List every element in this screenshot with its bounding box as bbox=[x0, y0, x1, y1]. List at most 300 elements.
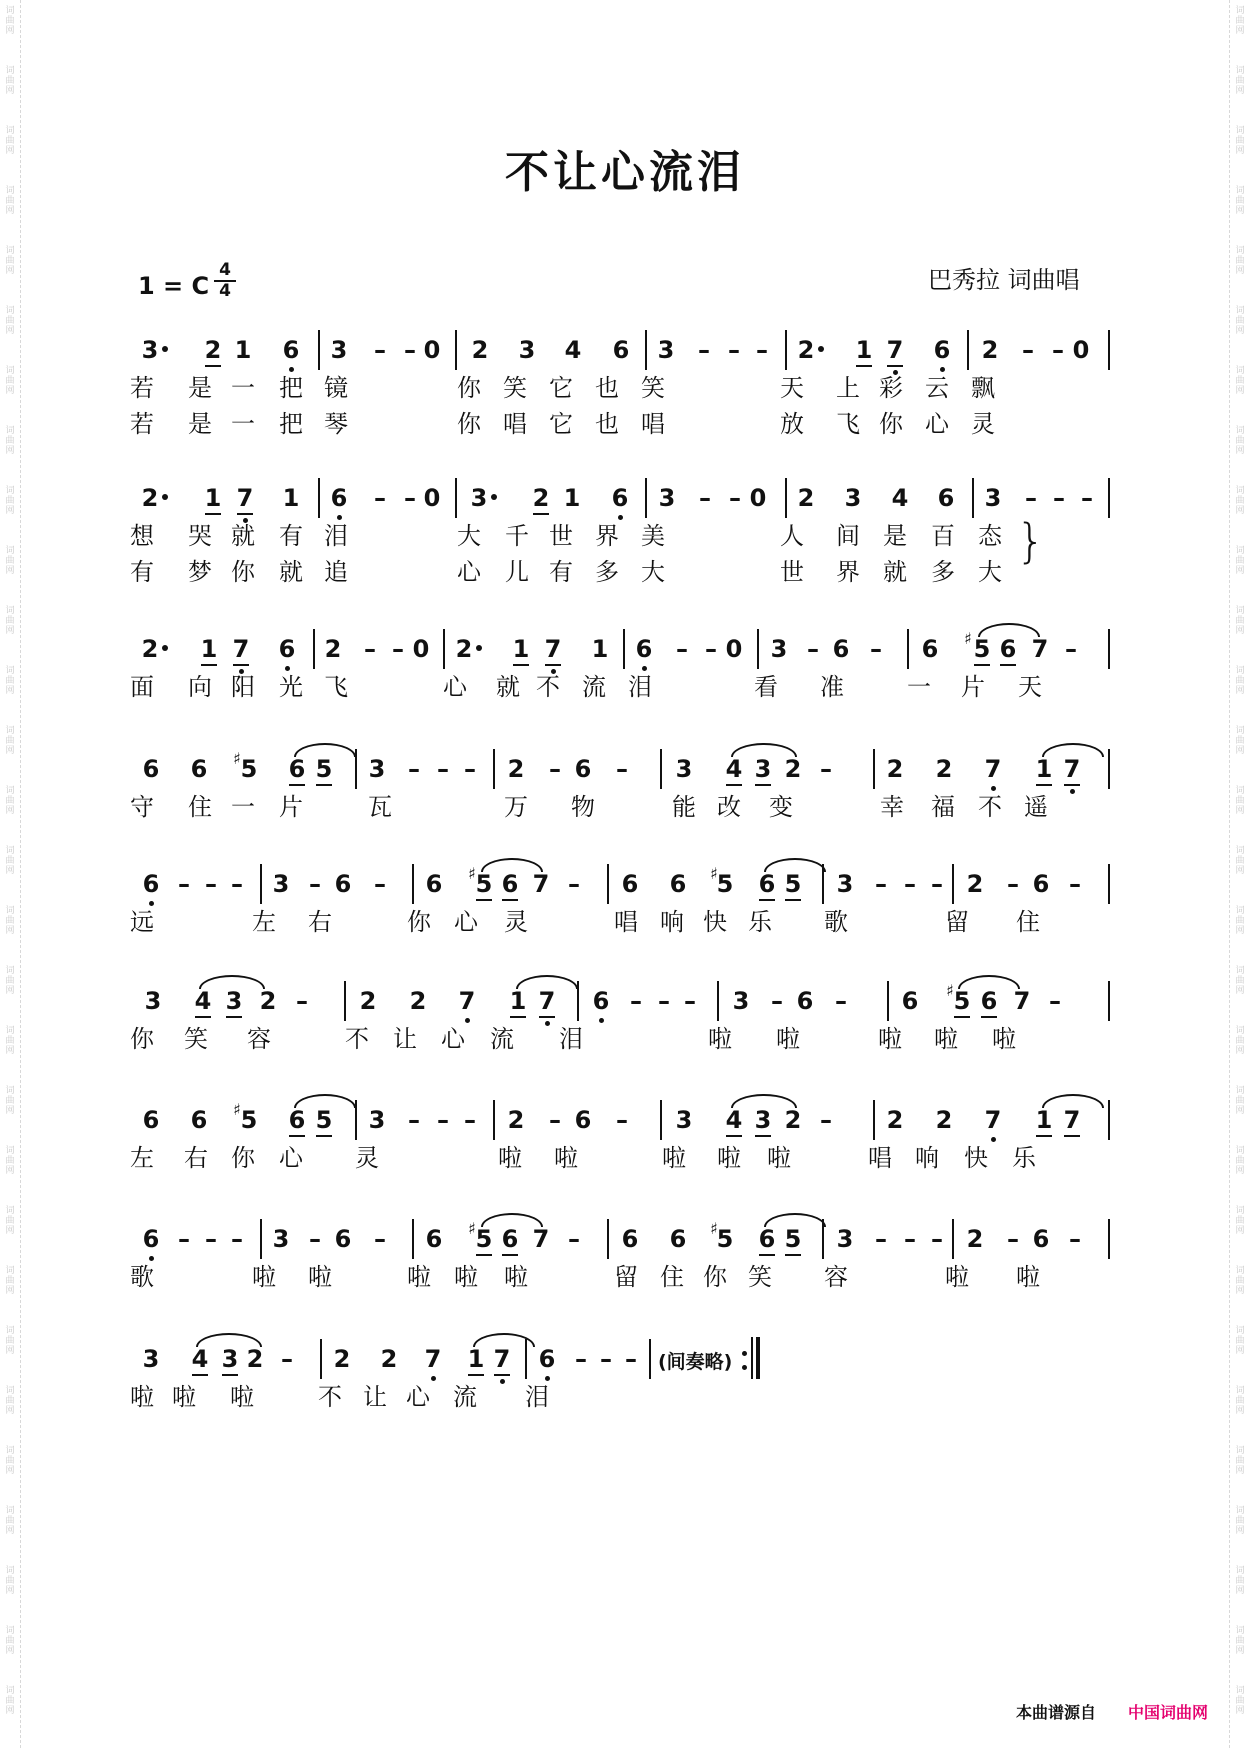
sustain-dash: – bbox=[625, 1345, 637, 1373]
note: 7 bbox=[532, 870, 550, 898]
lyric-character: 心 bbox=[443, 673, 467, 701]
edge-watermark: 词 曲 网 bbox=[5, 246, 15, 276]
edge-watermark: 词 曲 网 bbox=[1235, 906, 1245, 936]
slur-arc bbox=[1042, 743, 1104, 757]
lyric-character: 远 bbox=[130, 908, 154, 936]
sustain-dash: – bbox=[1081, 484, 1093, 512]
lyric-character: 想 bbox=[130, 522, 154, 550]
bar-line bbox=[967, 330, 969, 370]
edge-watermark: 词 曲 网 bbox=[5, 1626, 15, 1656]
eighth-underline bbox=[785, 899, 801, 901]
note: 7 bbox=[1013, 987, 1031, 1015]
eighth-underline bbox=[494, 1374, 510, 1376]
sustain-dash: – bbox=[178, 1225, 190, 1253]
time-signature-bottom: 4 bbox=[219, 281, 231, 301]
bar-line bbox=[1108, 749, 1110, 789]
note: 3 bbox=[368, 1106, 386, 1134]
note: 3 bbox=[657, 336, 675, 364]
lyric-character: 心 bbox=[454, 908, 478, 936]
eighth-underline bbox=[222, 1374, 238, 1376]
note: 7 bbox=[232, 635, 250, 663]
lyric-character: 也 bbox=[595, 374, 619, 402]
lyric-character: 一 bbox=[231, 410, 255, 438]
sustain-dash: – bbox=[231, 870, 243, 898]
note: 2 bbox=[886, 755, 904, 783]
sustain-dash: – bbox=[296, 987, 308, 1015]
edge-watermark: 词 曲 网 bbox=[5, 1506, 15, 1536]
footer-site-link[interactable]: 中国词曲网 bbox=[1128, 1703, 1209, 1722]
note: 7 bbox=[424, 1345, 442, 1373]
key-signature: 1 = C bbox=[138, 272, 210, 300]
note: 2 bbox=[981, 336, 999, 364]
sustain-dash: – bbox=[549, 755, 561, 783]
eighth-underline bbox=[205, 365, 221, 367]
note: 6 bbox=[190, 1106, 208, 1134]
note: 7 bbox=[532, 1225, 550, 1253]
lyric-character: 大 bbox=[978, 558, 1002, 586]
edge-watermark: 词 曲 网 bbox=[5, 786, 15, 816]
note: 6 bbox=[501, 1225, 519, 1253]
note: 6 bbox=[796, 987, 814, 1015]
lyric-character: 啦 bbox=[230, 1383, 254, 1411]
note: 3 bbox=[470, 484, 488, 512]
bar-line bbox=[318, 478, 320, 518]
slur-arc bbox=[1042, 1094, 1104, 1108]
sustain-dash: – bbox=[1007, 870, 1019, 898]
lyric-character: 镜 bbox=[324, 374, 348, 402]
note: 1 bbox=[204, 484, 222, 512]
edge-watermark: 词 曲 网 bbox=[1235, 1326, 1245, 1356]
bar-line bbox=[751, 1337, 753, 1379]
slur-arc bbox=[196, 1333, 262, 1347]
edge-watermark: 词 曲 网 bbox=[1235, 1566, 1245, 1596]
sharp-accidental: ♯ bbox=[468, 1219, 476, 1238]
footer-source-label: 本曲谱源自 bbox=[1016, 1703, 1097, 1722]
sustain-dash: – bbox=[205, 1225, 217, 1253]
lyric-character: 多 bbox=[595, 558, 619, 586]
sustain-dash: – bbox=[568, 1225, 580, 1253]
note: 3 bbox=[732, 987, 750, 1015]
sustain-dash: – bbox=[1049, 987, 1061, 1015]
edge-watermark: 词 曲 网 bbox=[5, 666, 15, 696]
note: 0 bbox=[423, 484, 441, 512]
bar-line bbox=[493, 1100, 495, 1140]
lyric-character: 啦 bbox=[554, 1144, 578, 1172]
lyric-character: 不 bbox=[536, 673, 560, 701]
repeat-dot bbox=[742, 1365, 747, 1370]
bar-line bbox=[455, 330, 457, 370]
edge-watermark: 词 曲 网 bbox=[1235, 1446, 1245, 1476]
edge-watermark: 词 曲 网 bbox=[5, 906, 15, 936]
lyric-character: 心 bbox=[925, 410, 949, 438]
low-octave-dot bbox=[599, 1018, 604, 1023]
lyric-character: 一 bbox=[231, 793, 255, 821]
augmentation-dot bbox=[491, 494, 497, 500]
sustain-dash: – bbox=[904, 1225, 916, 1253]
lyric-character: 百 bbox=[931, 522, 955, 550]
lyric-character: 唱 bbox=[503, 410, 527, 438]
edge-watermark: 词 曲 网 bbox=[5, 366, 15, 396]
lyric-character: 也 bbox=[595, 410, 619, 438]
sustain-dash: – bbox=[616, 1106, 628, 1134]
lyric-character: 大 bbox=[457, 522, 481, 550]
sustain-dash: – bbox=[464, 755, 476, 783]
note: 3 bbox=[675, 1106, 693, 1134]
lyric-character: 啦 bbox=[717, 1144, 741, 1172]
note: 6 bbox=[980, 987, 998, 1015]
note: 7 bbox=[544, 635, 562, 663]
lyric-character: 就 bbox=[231, 522, 255, 550]
note: 6 bbox=[621, 1225, 639, 1253]
note: 3 bbox=[518, 336, 536, 364]
sharp-accidental: ♯ bbox=[946, 981, 954, 1000]
time-signature bbox=[214, 262, 236, 300]
note: 6 bbox=[142, 1106, 160, 1134]
eighth-underline bbox=[201, 664, 217, 666]
note: 2 bbox=[359, 987, 377, 1015]
eighth-underline bbox=[981, 1016, 997, 1018]
lyric-character: 你 bbox=[703, 1263, 727, 1291]
lyric-character: 心 bbox=[406, 1383, 430, 1411]
note: 3 bbox=[984, 484, 1002, 512]
slur-arc bbox=[731, 743, 797, 757]
sustain-dash: – bbox=[568, 870, 580, 898]
lyric-character: 不 bbox=[345, 1025, 369, 1053]
lyric-character: 云 bbox=[925, 374, 949, 402]
bar-line bbox=[873, 749, 875, 789]
lyric-character: 住 bbox=[1016, 908, 1040, 936]
eighth-underline bbox=[316, 784, 332, 786]
lyric-character: 梦 bbox=[188, 558, 212, 586]
eighth-underline bbox=[1064, 784, 1080, 786]
note: 6 bbox=[937, 484, 955, 512]
edge-watermark: 词 曲 网 bbox=[5, 426, 15, 456]
note: 1 bbox=[234, 336, 252, 364]
note: 2 bbox=[409, 987, 427, 1015]
slur-arc bbox=[481, 858, 543, 872]
low-octave-dot bbox=[285, 666, 290, 671]
repeat-brace: } bbox=[1016, 514, 1046, 568]
lyric-character: 若 bbox=[130, 410, 154, 438]
sustain-dash: – bbox=[374, 870, 386, 898]
bar-line bbox=[645, 330, 647, 370]
eighth-underline bbox=[502, 1254, 518, 1256]
eighth-underline bbox=[759, 1254, 775, 1256]
lyric-character: 啦 bbox=[776, 1025, 800, 1053]
note: 6 bbox=[999, 635, 1017, 663]
lyric-character: 哭 bbox=[188, 522, 212, 550]
lyric-character: 面 bbox=[130, 673, 154, 701]
note: 0 bbox=[1072, 336, 1090, 364]
sustain-dash: – bbox=[408, 755, 420, 783]
edge-watermark: 词 曲 网 bbox=[1235, 1086, 1245, 1116]
eighth-underline bbox=[726, 1135, 742, 1137]
note: 5 bbox=[973, 635, 991, 663]
bar-line bbox=[645, 478, 647, 518]
low-octave-dot bbox=[149, 901, 154, 906]
lyric-character: 留 bbox=[614, 1263, 638, 1291]
lyric-character: 啦 bbox=[498, 1144, 522, 1172]
lyric-character: 幸 bbox=[880, 793, 904, 821]
edge-watermark: 词 曲 网 bbox=[1235, 846, 1245, 876]
note: 3 bbox=[836, 1225, 854, 1253]
sharp-accidental: ♯ bbox=[964, 629, 972, 648]
slur-arc bbox=[731, 1094, 797, 1108]
edge-watermark: 词 曲 网 bbox=[1235, 366, 1245, 396]
eighth-underline bbox=[755, 784, 771, 786]
lyric-character: 唱 bbox=[868, 1144, 892, 1172]
note: 2 bbox=[886, 1106, 904, 1134]
sustain-dash: – bbox=[616, 755, 628, 783]
eighth-underline bbox=[289, 1135, 305, 1137]
sustain-dash: – bbox=[630, 987, 642, 1015]
repeat-dot bbox=[742, 1351, 747, 1356]
note: 6 bbox=[538, 1345, 556, 1373]
edge-watermark: 词 曲 网 bbox=[1235, 246, 1245, 276]
lyric-character: 世 bbox=[549, 522, 573, 550]
bar-line bbox=[952, 1219, 954, 1259]
eighth-underline bbox=[539, 1016, 555, 1018]
edge-watermark: 词 曲 网 bbox=[5, 966, 15, 996]
eighth-underline bbox=[237, 513, 253, 515]
time-signature-top: 4 bbox=[219, 260, 231, 280]
lyric-character: 你 bbox=[231, 558, 255, 586]
note: 1 bbox=[467, 1345, 485, 1373]
sustain-dash: – bbox=[392, 635, 404, 663]
note: 3 bbox=[844, 484, 862, 512]
note: 2 bbox=[324, 635, 342, 663]
eighth-underline bbox=[533, 513, 549, 515]
note: 7 bbox=[236, 484, 254, 512]
slur-arc bbox=[199, 975, 265, 989]
eighth-underline bbox=[468, 1374, 484, 1376]
note: 1 bbox=[1035, 1106, 1053, 1134]
note: 7 bbox=[538, 987, 556, 1015]
eighth-underline bbox=[476, 899, 492, 901]
lyric-character: 啦 bbox=[407, 1263, 431, 1291]
low-octave-dot bbox=[991, 786, 996, 791]
note: 3 bbox=[221, 1345, 239, 1373]
edge-watermark: 词 曲 网 bbox=[5, 1146, 15, 1176]
eighth-underline bbox=[545, 664, 561, 666]
sustain-dash: – bbox=[600, 1345, 612, 1373]
lyric-character: 光 bbox=[279, 673, 303, 701]
edge-watermark: 词 曲 网 bbox=[5, 186, 15, 216]
lyric-character: 是 bbox=[188, 410, 212, 438]
bar-line bbox=[412, 864, 414, 904]
slur-arc bbox=[294, 1094, 356, 1108]
bar-line bbox=[952, 864, 954, 904]
note: 6 bbox=[669, 1225, 687, 1253]
note: 1 bbox=[200, 635, 218, 663]
edge-watermark: 词 曲 网 bbox=[5, 726, 15, 756]
lyric-character: 啦 bbox=[308, 1263, 332, 1291]
note: 6 bbox=[574, 1106, 592, 1134]
note: 2 bbox=[380, 1345, 398, 1373]
note: 0 bbox=[423, 336, 441, 364]
lyric-character: 追 bbox=[324, 558, 348, 586]
sustain-dash: – bbox=[575, 1345, 587, 1373]
lyric-character: 啦 bbox=[662, 1144, 686, 1172]
note: 5 bbox=[240, 755, 258, 783]
sustain-dash: – bbox=[699, 484, 711, 512]
note: 6 bbox=[330, 484, 348, 512]
sustain-dash: – bbox=[464, 1106, 476, 1134]
lyric-character: 笑 bbox=[184, 1025, 208, 1053]
bar-line bbox=[1108, 478, 1110, 518]
note: 6 bbox=[758, 870, 776, 898]
bar-line bbox=[1108, 629, 1110, 669]
lyric-character: 左 bbox=[130, 1144, 154, 1172]
bar-line bbox=[785, 478, 787, 518]
lyric-character: 笑 bbox=[641, 374, 665, 402]
note: 6 bbox=[901, 987, 919, 1015]
lyric-character: 流 bbox=[582, 673, 606, 701]
slur-arc bbox=[473, 1333, 535, 1347]
lyric-character: 多 bbox=[931, 558, 955, 586]
lyric-character: 把 bbox=[279, 374, 303, 402]
note: 2 bbox=[966, 870, 984, 898]
eighth-underline bbox=[1064, 1135, 1080, 1137]
note: 7 bbox=[1063, 1106, 1081, 1134]
lyric-character: 千 bbox=[505, 522, 529, 550]
note: 6 bbox=[425, 870, 443, 898]
lyric-character: 有 bbox=[130, 558, 154, 586]
end-repeat-bar bbox=[756, 1337, 760, 1379]
lyric-character: 不 bbox=[978, 793, 1002, 821]
note: 2 bbox=[507, 755, 525, 783]
bar-line bbox=[260, 1219, 262, 1259]
lyric-character: 阳 bbox=[231, 673, 255, 701]
sustain-dash: – bbox=[404, 484, 416, 512]
sustain-dash: – bbox=[875, 870, 887, 898]
edge-watermark: 词 曲 网 bbox=[1235, 1146, 1245, 1176]
note: 2 bbox=[141, 635, 159, 663]
note: 2 bbox=[935, 755, 953, 783]
edge-watermark: 词 曲 网 bbox=[5, 1206, 15, 1236]
lyric-character: 留 bbox=[945, 908, 969, 936]
note: 2 bbox=[141, 484, 159, 512]
lyric-character: 灵 bbox=[971, 410, 995, 438]
edge-watermark: 词 曲 网 bbox=[5, 846, 15, 876]
lyric-character: 啦 bbox=[945, 1263, 969, 1291]
note: 6 bbox=[612, 336, 630, 364]
edge-watermark: 词 曲 网 bbox=[5, 126, 15, 156]
lyric-character: 响 bbox=[660, 908, 684, 936]
note: 5 bbox=[716, 1225, 734, 1253]
eighth-underline bbox=[233, 664, 249, 666]
slur-arc bbox=[958, 975, 1020, 989]
bar-line bbox=[493, 749, 495, 789]
lyric-character: 变 bbox=[769, 793, 793, 821]
credit-line: 巴秀拉 词曲唱 bbox=[928, 266, 1080, 294]
edge-watermark: 词 曲 网 bbox=[1235, 786, 1245, 816]
edge-watermark: 词 曲 网 bbox=[1235, 1506, 1245, 1536]
note: 2 bbox=[471, 336, 489, 364]
note: 5 bbox=[475, 870, 493, 898]
note: 1 bbox=[591, 635, 609, 663]
edge-watermark: 词 曲 网 bbox=[1235, 486, 1245, 516]
lyric-character: 泪 bbox=[525, 1383, 549, 1411]
augmentation-dot bbox=[162, 346, 168, 352]
eighth-underline bbox=[205, 513, 221, 515]
lyric-character: 就 bbox=[279, 558, 303, 586]
lyric-character: 天 bbox=[780, 374, 804, 402]
lyric-character: 歌 bbox=[130, 1263, 154, 1291]
eighth-underline bbox=[316, 1135, 332, 1137]
lyric-character: 啦 bbox=[992, 1025, 1016, 1053]
note: 0 bbox=[749, 484, 767, 512]
eighth-underline bbox=[759, 899, 775, 901]
eighth-underline bbox=[510, 1016, 526, 1018]
sustain-dash: – bbox=[820, 755, 832, 783]
edge-watermark: 词 曲 网 bbox=[5, 1686, 15, 1716]
lyric-character: 琴 bbox=[324, 410, 348, 438]
lyric-character: 让 bbox=[363, 1383, 387, 1411]
lyric-character: 准 bbox=[820, 673, 844, 701]
edge-watermark: 词 曲 网 bbox=[5, 1026, 15, 1056]
lyric-character: 快 bbox=[964, 1144, 988, 1172]
bar-line bbox=[660, 1100, 662, 1140]
eighth-underline bbox=[856, 365, 872, 367]
note: 6 bbox=[669, 870, 687, 898]
lyric-character: 界 bbox=[836, 558, 860, 586]
lyric-character: 啦 bbox=[1016, 1263, 1040, 1291]
sustain-dash: – bbox=[1069, 1225, 1081, 1253]
note: 5 bbox=[315, 755, 333, 783]
edge-watermark: 词 曲 网 bbox=[1235, 1686, 1245, 1716]
lyric-character: 啦 bbox=[172, 1383, 196, 1411]
note: 3 bbox=[144, 987, 162, 1015]
note: 2 bbox=[784, 1106, 802, 1134]
note: 3 bbox=[272, 870, 290, 898]
lyric-character: 笑 bbox=[503, 374, 527, 402]
sustain-dash: – bbox=[1065, 635, 1077, 663]
low-octave-dot bbox=[465, 1018, 470, 1023]
low-octave-dot bbox=[1070, 789, 1075, 794]
left-border-line bbox=[20, 0, 21, 1748]
sustain-dash: – bbox=[820, 1106, 832, 1134]
lyric-character: 把 bbox=[279, 410, 303, 438]
sustain-dash: – bbox=[1053, 484, 1065, 512]
note: 6 bbox=[921, 635, 939, 663]
lyric-character: 片 bbox=[961, 673, 985, 701]
note: 2 bbox=[507, 1106, 525, 1134]
sharp-accidental: ♯ bbox=[233, 1100, 241, 1119]
lyric-character: 你 bbox=[407, 908, 431, 936]
low-octave-dot bbox=[337, 515, 342, 520]
lyric-character: 飘 bbox=[971, 374, 995, 402]
lyric-character: 人 bbox=[780, 522, 804, 550]
slur-arc bbox=[764, 858, 826, 872]
sustain-dash: – bbox=[1025, 484, 1037, 512]
sustain-dash: – bbox=[309, 870, 321, 898]
lyric-character: 彩 bbox=[879, 374, 903, 402]
lyric-character: 灵 bbox=[504, 908, 528, 936]
lyric-character: 啦 bbox=[934, 1025, 958, 1053]
lyric-character: 啦 bbox=[767, 1144, 791, 1172]
sustain-dash: – bbox=[231, 1225, 243, 1253]
lyric-character: 你 bbox=[457, 410, 481, 438]
sustain-dash: – bbox=[178, 870, 190, 898]
note: 3 bbox=[754, 1106, 772, 1134]
augmentation-dot bbox=[818, 346, 824, 352]
note: 6 bbox=[142, 1225, 160, 1253]
edge-watermark: 词 曲 网 bbox=[5, 66, 15, 96]
lyric-character: 乐 bbox=[1012, 1144, 1036, 1172]
note: 1 bbox=[563, 484, 581, 512]
note: 5 bbox=[475, 1225, 493, 1253]
